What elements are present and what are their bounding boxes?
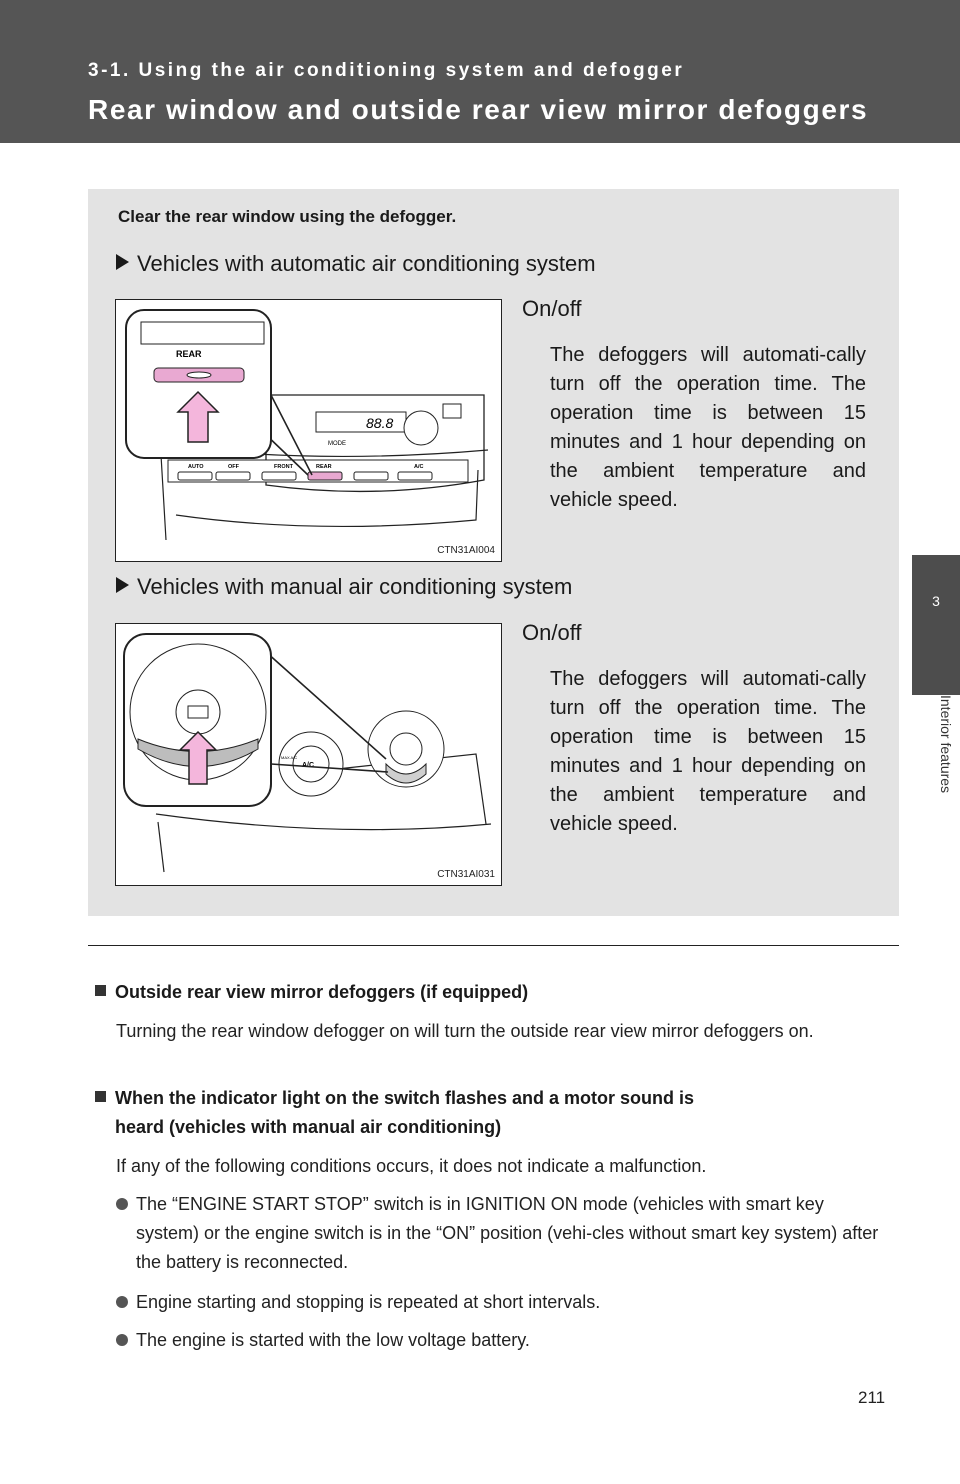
list-item: Engine starting and stopping is repeated at short intervals. (116, 1288, 889, 1317)
svg-text:FRONT: FRONT (274, 464, 293, 470)
svg-text:MAX A/C: MAX A/C (281, 755, 298, 760)
section-body-indicator: If any of the following conditions occurs, it does not indicate a malfunction. (116, 1156, 707, 1176)
page-title: Rear window and outside rear view mirror defoggers (88, 94, 869, 125)
list-item: The engine is started with the low voltage battery. (116, 1326, 889, 1355)
panel-lead: Clear the rear window using the defogger. (118, 207, 457, 226)
info-panel (88, 189, 899, 916)
section-body-mirror: Turning the rear window defogger on will turn the outside rear view mirror defoggers on. (116, 1021, 814, 1041)
svg-text:REAR: REAR (316, 464, 332, 470)
section-heading-mirror: Outside rear view mirror defoggers (if equipped) (95, 978, 890, 1007)
square-bullet-icon (95, 985, 106, 996)
manual-ac-figure (115, 623, 502, 886)
section-heading-indicator: When the indicator light on the switch flashes and a motor sound is heard (vehicles with manual air conditioning) (95, 1084, 890, 1142)
arrow-right-icon (116, 577, 129, 593)
svg-text:A/C: A/C (302, 762, 315, 769)
page-number: 211 (858, 1388, 886, 1407)
svg-text:REAR: REAR (176, 349, 202, 359)
temp-display: 88.8 (366, 415, 394, 431)
svg-text:A/C: A/C (414, 464, 424, 470)
section-subtitle: 3-1. Using the air conditioning system and defogger (88, 60, 685, 81)
automatic-description: The defoggers will automati-cally turn off the operation time. The operation time is between 15 minutes and 1 hour depending on the ambient temperature and vehicle speed. (550, 344, 866, 511)
bullet-dot-icon (116, 1198, 128, 1210)
page-header (0, 0, 960, 143)
manual-onoff-label: On/off (522, 620, 582, 645)
manual-ac-panel-illustration (116, 624, 501, 885)
list-item: The “ENGINE START STOP” switch is in IGNITION ON mode (vehicles with smart key system) or the engine switch is in the “ON” position (vehi-cles without smart key system) after the battery is reconnected. (116, 1190, 889, 1277)
svg-text:AUTO: AUTO (188, 464, 204, 470)
automatic-ac-figure (115, 299, 502, 562)
bullet-dot-icon (116, 1296, 128, 1308)
figure-code: CTN31AI031 (437, 869, 495, 880)
arrow-right-icon (116, 254, 129, 270)
square-bullet-icon (95, 1091, 106, 1102)
manual-ac-heading: Vehicles with manual air conditioning system (116, 574, 572, 600)
automatic-ac-panel-illustration (116, 300, 501, 561)
chapter-number: 3 (932, 593, 940, 609)
chapter-tab (912, 555, 960, 695)
figure-code: CTN31AI004 (437, 545, 495, 556)
chapter-side-label (912, 695, 960, 835)
manual-description: The defoggers will automati-cally turn off the operation time. The operation time is between 15 minutes and 1 hour depending on the ambient temperature and vehicle speed. (550, 668, 866, 835)
automatic-onoff-label: On/off (522, 296, 582, 321)
chapter-title: Interior features (938, 695, 954, 794)
automatic-ac-heading: Vehicles with automatic air conditioning system (116, 251, 596, 277)
svg-text:MODE: MODE (328, 441, 346, 447)
bullet-dot-icon (116, 1334, 128, 1346)
svg-text:OFF: OFF (228, 464, 239, 470)
section-divider (88, 945, 899, 946)
